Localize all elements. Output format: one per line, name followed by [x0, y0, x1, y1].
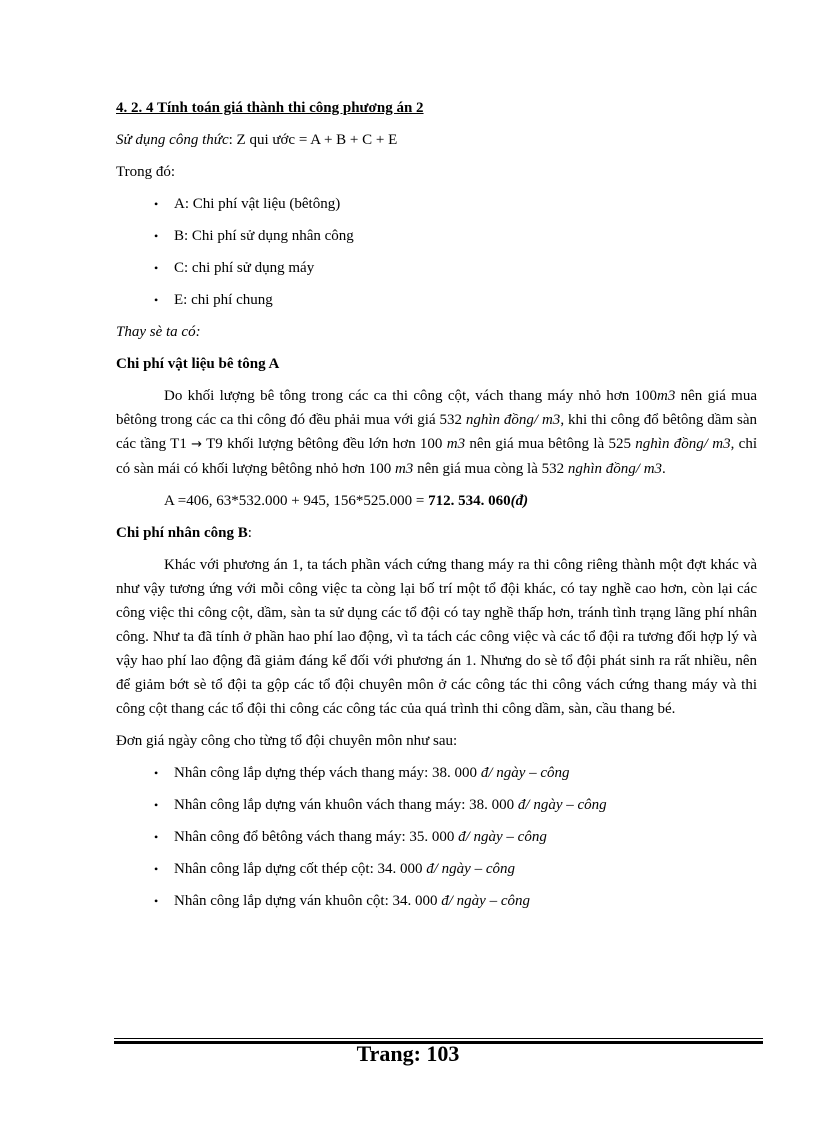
rate-text: Nhân công lắp dựng ván khuôn cột: 34. 000: [174, 893, 442, 909]
formula-result: 712. 534. 060: [428, 493, 511, 509]
footer-divider-thin: [114, 1038, 763, 1039]
rate-unit: đ/ ngày – công: [426, 861, 515, 877]
rate-unit: đ/ ngày – công: [517, 797, 607, 813]
bullet-icon: •: [154, 229, 159, 243]
unit-run: nghìn đồng/ m3: [635, 436, 731, 452]
document-page: [116, 96, 757, 921]
bullet-icon: •: [154, 766, 159, 780]
material-formula: [116, 489, 757, 513]
formula-unit: (đ): [510, 493, 529, 509]
labor-rate-list: [116, 761, 757, 913]
page-number: Trang: 103: [356, 1041, 460, 1066]
bullet-icon: •: [154, 798, 159, 812]
labor-heading-suffix: :: [247, 525, 252, 541]
unit-run: m3: [657, 388, 676, 404]
rate-unit: đ/ ngày – công: [441, 893, 530, 909]
unit-run: nghìn đồng/ m3: [567, 461, 663, 477]
bullet-icon: •: [154, 261, 159, 275]
text-run: nên giá mua còng là 532: [413, 461, 568, 477]
text-run: , chỉ có sàn mái có khối lượng bêtông nhỏ hơn 100: [116, 436, 758, 477]
unit-run: nghìn đồng/ m3: [465, 412, 561, 428]
rate-unit: đ/ ngày – công: [458, 829, 547, 845]
bullet-icon: •: [154, 830, 159, 844]
list-item: [116, 889, 757, 913]
cost-item-text: A: Chi phí vật liệu (bêtông): [174, 196, 341, 212]
section-title: 4. 2. 4 Tính toán giá thành thi công phương án 2: [116, 100, 424, 116]
rate-text: Nhân công lắp dựng ván khuôn vách thang máy: 38. 000: [174, 797, 518, 813]
cost-item-text: B: Chi phí sử dụng nhân công: [174, 228, 354, 244]
cost-item-text: E: chi phí chung: [174, 292, 273, 308]
rate-text: Nhân công lắp dựng thép vách thang máy: 38. 000: [174, 765, 481, 781]
formula-expression: A =406, 63*532.000 + 945, 156*525.000 =: [164, 493, 429, 509]
section-heading-line: [116, 96, 757, 120]
list-item: [116, 256, 757, 280]
labor-heading-line: [116, 521, 757, 545]
cost-item-list: [116, 192, 757, 312]
list-item: [116, 224, 757, 248]
rate-unit: đ/ ngày – công: [480, 765, 570, 781]
text-run: Do khối lượng bê tông trong các ca thi công cột, vách thang máy nhỏ hơn 100: [164, 388, 657, 404]
list-item: [116, 761, 757, 785]
where-label: Trong đó:: [116, 164, 176, 180]
rates-intro: Đơn giá ngày công cho từng tổ đội chuyên môn như sau:: [116, 733, 458, 749]
labor-paragraph: Khác với phương án 1, ta tách phần vách cứng thang máy ra thi công riêng thành một đợt khác và như vậy tương ứng với mỗi công việc ta còng lại bố trí một tổ đội khác, có tay nghề cao hơn, còn lại các công việc thi công cột, dầm, sàn ta sử dụng các tổ đội có tay nghề thấp hơn, tránh tình trạng lãng phí nhân công. Như ta đã tính ở phần hao phí lao động, vì ta tách các công việc và các tổ đội ra tương đối hợp lý và vậy hao phí lao động đã giảm đáng kể đối với phương án 1. Nhưng do sè tổ đội phát sinh ra rất nhiều, nên để giảm bớt sè tổ đội ta gộp các tổ đội chuyên môn ở các công tác thi công vách cứng thang máy và thi công cột thang các tổ đội thi công các công tác của quá trình thi công dầm, sàn, cầu thang bé.: [116, 557, 757, 717]
list-item: [116, 288, 757, 312]
text-run: nên giá mua bêtông là 525: [465, 436, 636, 452]
cost-item-text: C: chi phí sử dụng máy: [174, 260, 315, 276]
list-item: [116, 857, 757, 881]
list-item: [116, 192, 757, 216]
unit-run: m3: [394, 461, 414, 477]
list-item: [116, 825, 757, 849]
substitute-label: Thay sè ta có:: [116, 324, 201, 340]
formula-intro-label: Sử dụng công thức: [116, 132, 229, 148]
text-run: .: [662, 461, 666, 477]
unit-run: m3: [446, 436, 466, 452]
bullet-icon: •: [154, 894, 159, 908]
formula-intro-text: : Z qui ước = A + B + C + E: [228, 132, 398, 148]
labor-heading: Chi phí nhân công B: [116, 525, 248, 541]
list-item: [116, 793, 757, 817]
bullet-icon: •: [154, 293, 159, 307]
text-run: nên giá mua bêtông trong các ca thi công đó đều phải mua với giá 532: [116, 388, 757, 428]
rate-text: Nhân công lắp dựng cốt thép cột: 34. 000: [174, 861, 427, 877]
right-arrow-icon: →: [191, 437, 203, 452]
material-heading: Chi phí vật liệu bê tông A: [116, 356, 280, 372]
bullet-icon: •: [154, 197, 159, 211]
bullet-icon: •: [154, 862, 159, 876]
material-paragraph: [116, 384, 757, 481]
rate-text: Nhân công đổ bêtông vách thang máy: 35. 000: [174, 829, 459, 845]
text-run: T9 khối lượng bêtông đều lớn hơn 100: [202, 436, 447, 452]
formula-intro: [116, 128, 757, 152]
text-run: , khi thi công đổ bêtông dầm sàn các tầng T1: [116, 412, 757, 452]
